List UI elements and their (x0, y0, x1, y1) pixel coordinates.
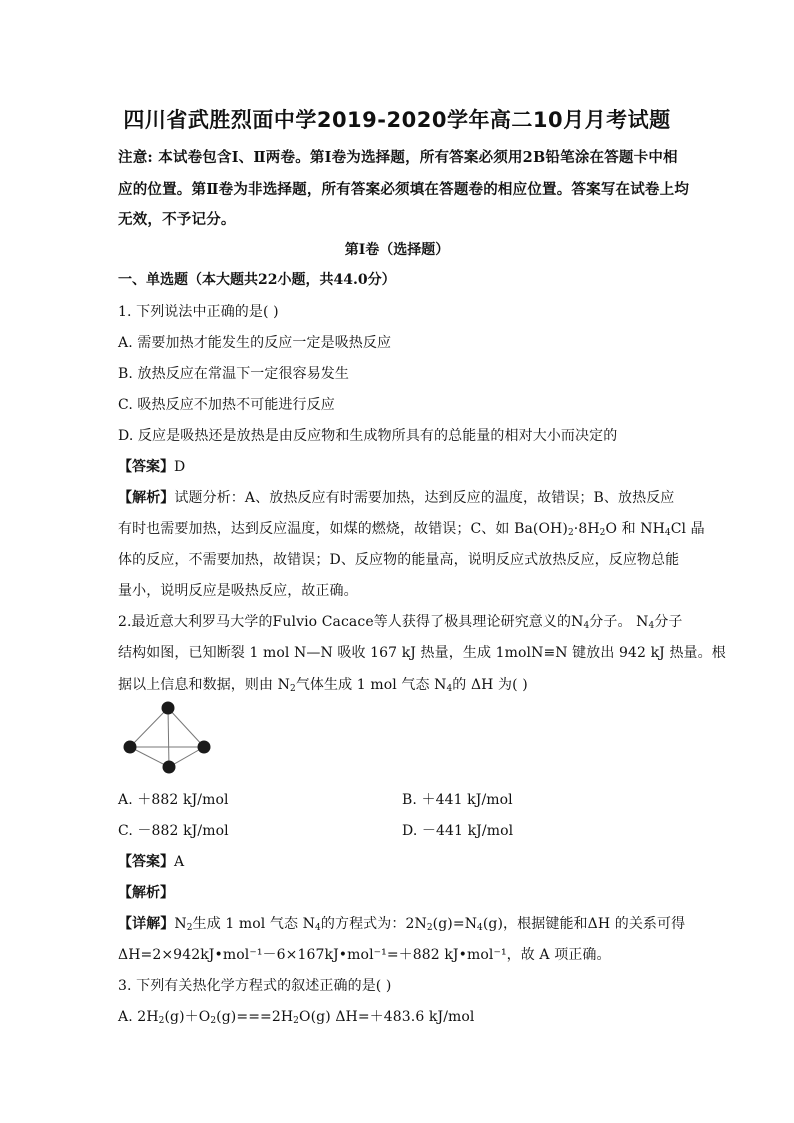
detail-text: 的方程式为：2N (320, 916, 427, 932)
n4-tetrahedron-diagram (118, 700, 218, 780)
q1-analysis-line-3: 体的反应，不需要加热，故错误；D、反应物的能量高，说明反应式放热反应，反应物总能 (118, 552, 680, 568)
stem-text: 的 ΔH 为( ) (452, 677, 528, 693)
subscript: 4 (315, 923, 321, 933)
q2-stem-line-2: 结构如图，已知断裂 1 mol N—N 吸收 167 kJ 热量，生成 1molN≡N 键放出 942 kJ 热量。根 (118, 645, 726, 661)
subscript: 4 (446, 684, 453, 694)
answer-value: D (174, 459, 186, 475)
q1-option-a: A. 需要加热才能发生的反应一定是吸热反应 (118, 335, 392, 351)
q3-stem: 3. 下列有关热化学方程式的叙述正确的是( ) (118, 978, 392, 994)
subscript: 2 (599, 528, 606, 538)
subscript: 2 (567, 528, 574, 538)
q2-option-b: B. ＋441 kJ/mol (402, 792, 513, 808)
formula-text: (g)===2H (216, 1009, 294, 1025)
q2-options-row-2 (118, 821, 514, 841)
q2-stem-line-3 (118, 675, 528, 695)
page-title: 四川省武胜烈面中学2019-2020学年高二10月月考试题 (123, 108, 671, 132)
formula-text: Ba(OH) (514, 521, 568, 537)
q1-analysis-line-4: 量小，说明反应是吸热反应，故正确。 (118, 583, 358, 599)
stem-text: 分子。 N (589, 614, 649, 630)
nitrogen-atom (124, 741, 137, 754)
subscript: 4 (477, 923, 483, 933)
notice-line-1: 注意: 本试卷包含Ⅰ、Ⅱ两卷。第Ⅰ卷为选择题，所有答案必须用2B铅笔涂在答题卡中相 (118, 149, 678, 166)
formula-text: Cl 晶 (670, 521, 705, 537)
subscript: 2 (158, 1016, 165, 1026)
q2-detail-line-1 (118, 914, 685, 934)
nitrogen-atom (198, 741, 211, 754)
q2-detail-line-2: ΔH=2×942kJ•mol⁻¹－6×167kJ•mol⁻¹=＋882 kJ•mol⁻¹，故 A 项正确。 (118, 947, 611, 963)
q2-option-d: D. －441 kJ/mol (402, 823, 514, 839)
stem-text: 气体生成 1 mol 气态 N (295, 677, 447, 693)
answer-label: 【答案】 (118, 459, 174, 475)
formula-text: ·8H (573, 521, 600, 537)
answer-value: A (174, 854, 185, 870)
subscript: 4 (583, 621, 590, 631)
notice-line-2: 应的位置。第Ⅱ卷为非选择题，所有答案必须填在答题卷的相应位置。答案写在试卷上均 (118, 181, 690, 198)
stem-text: 2.最近意大利罗马大学的Fulvio Cacace等人获得了极具理论研究意义的N (118, 614, 584, 630)
formula-text: (g)＋O (164, 1009, 211, 1025)
nitrogen-atom (162, 702, 175, 715)
subscript: 2 (293, 1016, 299, 1026)
formula-text: A. 2H (118, 1009, 159, 1025)
subscript: 4 (648, 621, 655, 631)
subscript: 4 (664, 528, 671, 538)
subscript: 2 (426, 923, 433, 933)
formula-text: O(g) ΔH=＋483.6 kJ/mol (299, 1009, 475, 1025)
q2-options-row-1 (118, 790, 513, 810)
q1-stem: 1. 下列说法中正确的是( ) (118, 304, 279, 320)
detail-text: (g)，根据键能和ΔH 的关系可得 (482, 916, 686, 932)
q1-option-c: C. 吸热反应不加热不可能进行反应 (118, 397, 335, 413)
q1-option-d: D. 反应是吸热还是放热是由反应物和生成物所具有的总能量的相对大小而决定的 (118, 428, 618, 444)
nitrogen-atom (163, 761, 176, 774)
analysis-text: 有时也需要加热，达到反应温度，如煤的燃烧，故错误；C、如 (118, 521, 510, 537)
q1-option-b: B. 放热反应在常温下一定很容易发生 (118, 366, 349, 382)
analysis-label: 【解析】 (118, 490, 175, 506)
notice-line-3: 无效，不予记分。 (118, 211, 236, 228)
q2-option-a: A. ＋882 kJ/mol (118, 792, 229, 808)
stem-text: 分子 (654, 614, 683, 630)
detail-text: (g)=N (432, 916, 478, 932)
detail-label: 【详解】 (118, 916, 175, 932)
part1-heading: 第Ⅰ卷（选择题） (344, 242, 450, 258)
q2-stem-line-1 (118, 612, 683, 632)
subscript: 2 (186, 923, 193, 933)
detail-text: N (174, 916, 187, 932)
bond-lines (130, 708, 204, 767)
q3-option-a (118, 1007, 475, 1027)
answer-label: 【答案】 (118, 854, 174, 870)
q2-answer (118, 852, 184, 872)
subscript: 2 (290, 684, 296, 694)
section-heading: 一、单选题（本大题共22小题，共44.0分） (118, 272, 396, 288)
q2-option-c: C. －882 kJ/mol (118, 823, 229, 839)
stem-text: 据以上信息和数据，则由 N (118, 677, 290, 693)
subscript: 2 (210, 1016, 217, 1026)
analysis-text: 试题分析：A、放热反应有时需要加热，达到反应的温度，故错误；B、放热反应 (174, 490, 675, 506)
formula-text: O 和 NH (605, 521, 665, 537)
detail-text: 生成 1 mol 气态 N (192, 916, 316, 932)
q1-analysis-line-1 (118, 488, 674, 508)
q2-analysis-label: 【解析】 (118, 885, 174, 901)
q1-analysis-line-2 (118, 519, 705, 539)
q1-answer (118, 457, 185, 477)
